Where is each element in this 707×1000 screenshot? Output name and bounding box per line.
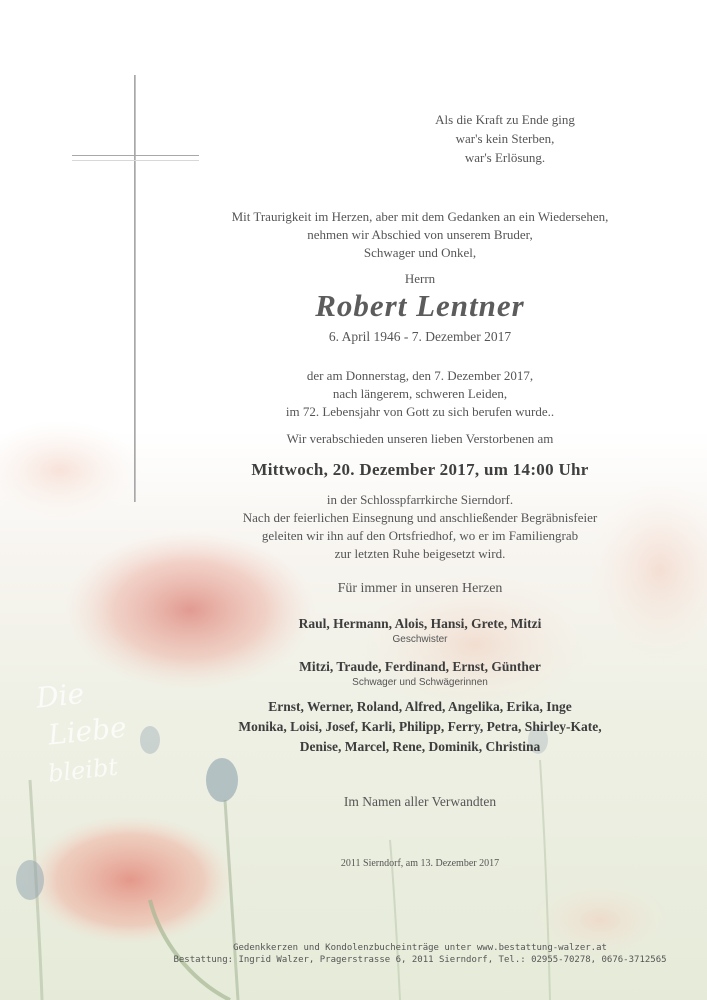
- closing-line: Im Namen aller Verwandten: [343, 794, 497, 809]
- in-laws-label: Schwager und Schwägerinnen: [352, 677, 488, 688]
- siblings-label: Geschwister: [392, 634, 448, 645]
- siblings-names: Raul, Hermann, Alois, Hansi, Grete, Mitzi: [298, 616, 542, 631]
- in-laws-block: [150, 657, 690, 689]
- poem: Als die Kraft zu Ende ging war's kein Sterben, war's Erlösung.: [435, 112, 575, 165]
- siblings-block: [150, 614, 690, 646]
- farewell-intro: Wir verabschieden unseren lieben Verstorbenen am: [286, 431, 554, 446]
- forever-line: Für immer in unseren Herzen: [337, 581, 503, 596]
- cross-vertical-bar: [134, 75, 136, 502]
- in-laws-names: Mitzi, Traude, Ferdinand, Ernst, Günther: [299, 659, 541, 674]
- death-text: der am Donnerstag, den 7. Dezember 2017, nach längerem, schweren Leiden, im 72. Lebensjahr von Gott zu sich berufen wurde..: [285, 368, 555, 419]
- place-date: 2011 Sierndorf, am 13. Dezember 2017: [340, 858, 500, 869]
- funeral-datetime: Mittwoch, 20. Dezember 2017, um 14:00 Uhr: [251, 460, 589, 479]
- salutation: Herrn: [404, 271, 436, 286]
- relatives-block: Ernst, Werner, Roland, Alfred, Angelika, Erika, Inge Monika, Loisi, Josef, Karli, Philipp, Ferry, Petra, Shirley-Kate, Denise, Marcel, Rene, Dominik, Christina: [238, 699, 602, 754]
- background-script-text: Die Liebe bleibt: [34, 676, 129, 788]
- cross-horizontal-bar: [72, 155, 199, 161]
- intro-text: Mit Traurigkeit im Herzen, aber mit dem Gedanken an ein Wiedersehen, nehmen wir Abschied von unserem Bruder, Schwager und Onkel,: [231, 209, 609, 260]
- deceased-name: Robert Lentner: [315, 288, 525, 323]
- life-dates: 6. April 1946 - 7. Dezember 2017: [328, 329, 512, 344]
- footer: Gedenkkerzen und Kondolenzbucheinträge unter www.bestattung-walzer.at Bestattung: Ingrid Walzer, Pragerstrasse 6, 2011 Sierndorf, Tel.: 02955-70278, 0676-3712565: [173, 943, 667, 965]
- ceremony-text: in der Schlosspfarrkirche Sierndorf. Nach der feierlichen Einsegnung und anschließender Begräbnisfeier geleiten wir ihn auf den Ortsfriedhof, wo er im Familiengrab zur letzten Ruhe beigesetzt wird.: [242, 492, 598, 561]
